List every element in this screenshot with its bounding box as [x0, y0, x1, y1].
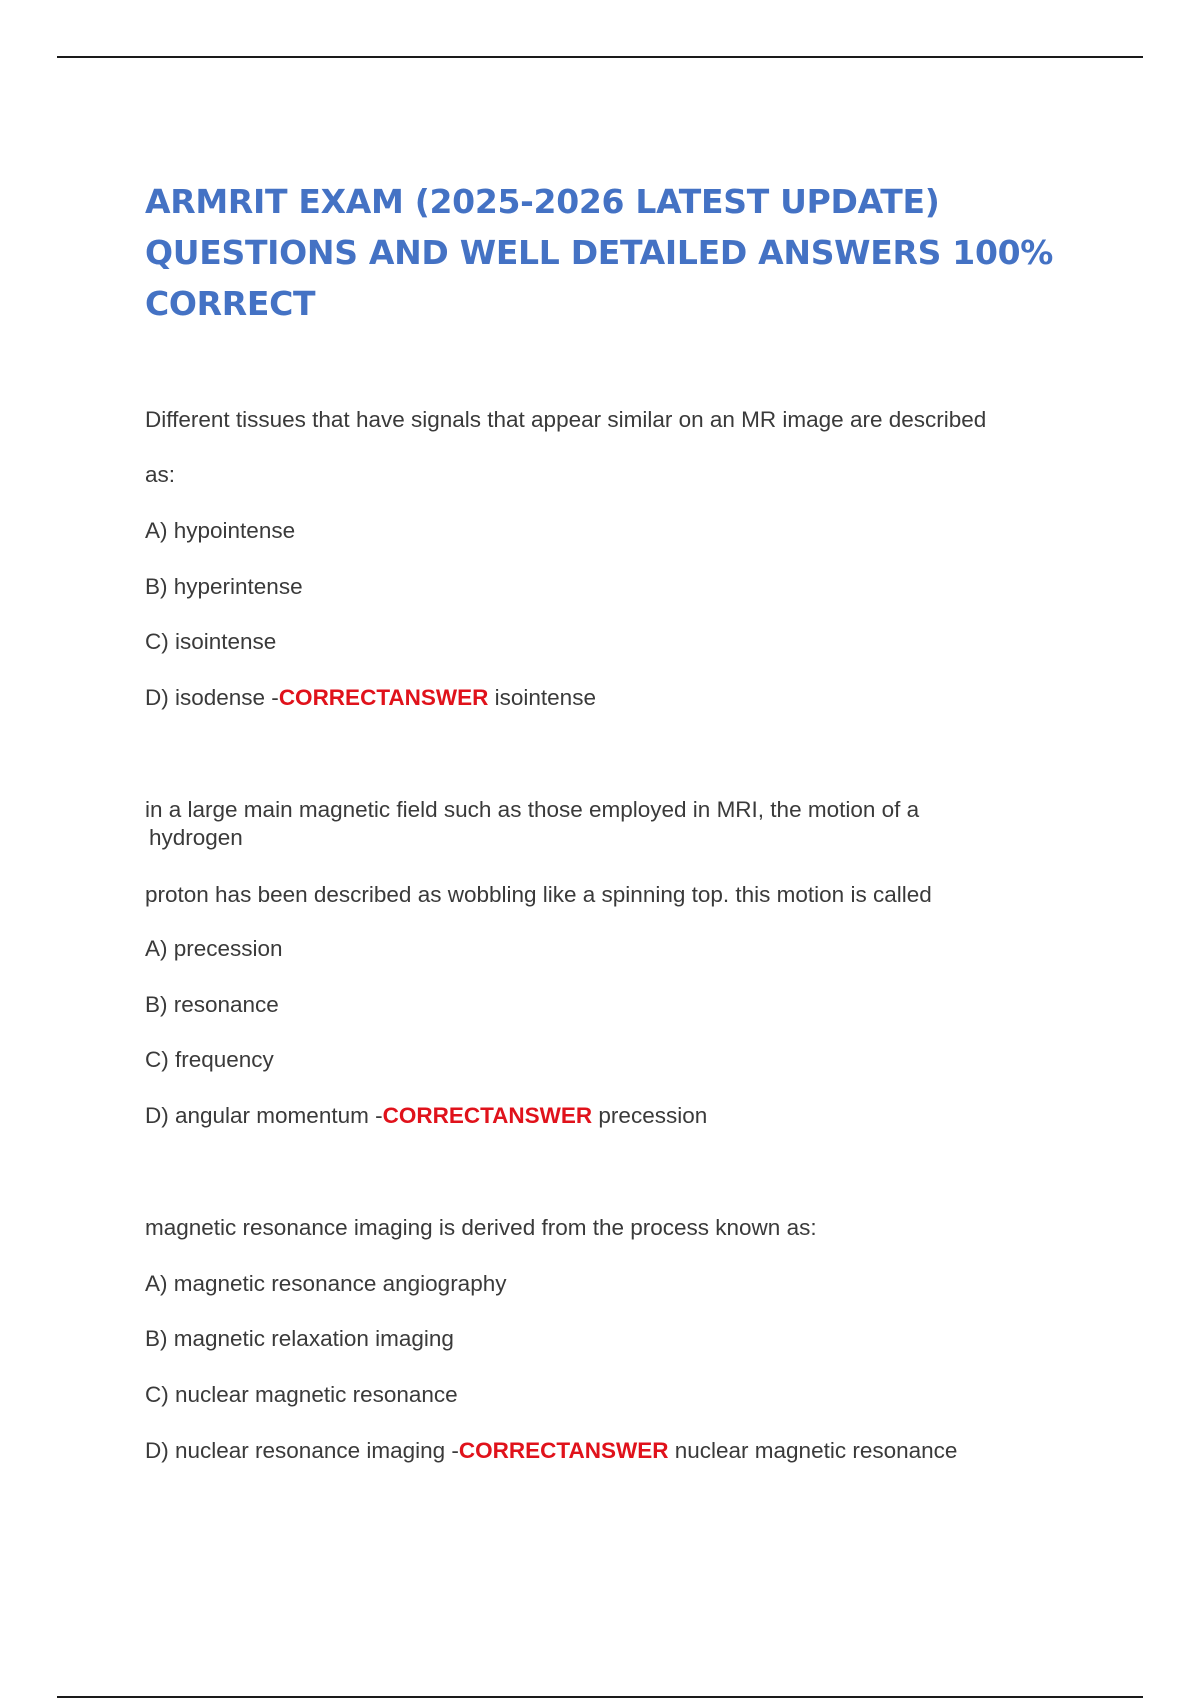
question-1-option-a: A) hypointense: [145, 518, 296, 543]
question-1-option-b: B) hyperintense: [145, 574, 303, 599]
correct-answer-marker: CORRECTANSWER: [278, 685, 489, 710]
question-3-answer: nuclear magnetic resonance: [668, 1438, 958, 1463]
header-rule: [57, 56, 1143, 58]
question-2-stem-line-1: in a large main magnetic field such as those employed in MRI, the motion of a: [145, 797, 920, 822]
question-3-option-b: B) magnetic relaxation imaging: [145, 1326, 454, 1351]
question-1-answer: isointense: [488, 685, 596, 710]
question-3: [145, 1214, 1085, 1465]
question-1: [145, 406, 1085, 712]
question-2-option-c: C) frequency: [145, 1047, 274, 1072]
question-2-option-d: [145, 1102, 1085, 1130]
question-2: [145, 796, 1085, 1130]
question-2-answer: precession: [592, 1103, 708, 1128]
correct-answer-marker: CORRECTANSWER: [458, 1438, 669, 1463]
title-line-3: CORRECT: [145, 284, 316, 323]
question-3-option-a: A) magnetic resonance angiography: [145, 1271, 507, 1296]
question-1-stem-line-1: Different tissues that have signals that appear similar on an MR image are described: [145, 407, 987, 432]
question-1-option-d: [145, 684, 1085, 712]
page-title: [145, 176, 1065, 329]
question-3-stem-line-1: magnetic resonance imaging is derived from the process known as:: [145, 1215, 817, 1240]
correct-answer-marker: CORRECTANSWER: [382, 1103, 593, 1128]
title-line-2: QUESTIONS AND WELL DETAILED ANSWERS 100%: [145, 233, 1054, 272]
question-3-option-d: [145, 1437, 1085, 1465]
question-2-stem-line-3: proton has been described as wobbling like a spinning top. this motion is called: [145, 882, 932, 907]
title-line-1: ARMRIT EXAM (2025-2026 LATEST UPDATE): [145, 182, 940, 221]
question-2-option-d-text: D) angular momentum -: [145, 1103, 383, 1128]
footer-rule: [57, 1696, 1143, 1698]
question-3-option-d-text: D) nuclear resonance imaging -: [145, 1438, 459, 1463]
question-1-option-d-text: D) isodense -: [145, 685, 279, 710]
question-2-stem-line-2: hydrogen: [149, 825, 243, 850]
question-2-option-b: B) resonance: [145, 992, 279, 1017]
question-1-option-c: C) isointense: [145, 629, 277, 654]
question-3-option-c: C) nuclear magnetic resonance: [145, 1382, 458, 1407]
question-2-option-a: A) precession: [145, 936, 283, 961]
question-1-stem-line-2: as:: [145, 462, 176, 487]
